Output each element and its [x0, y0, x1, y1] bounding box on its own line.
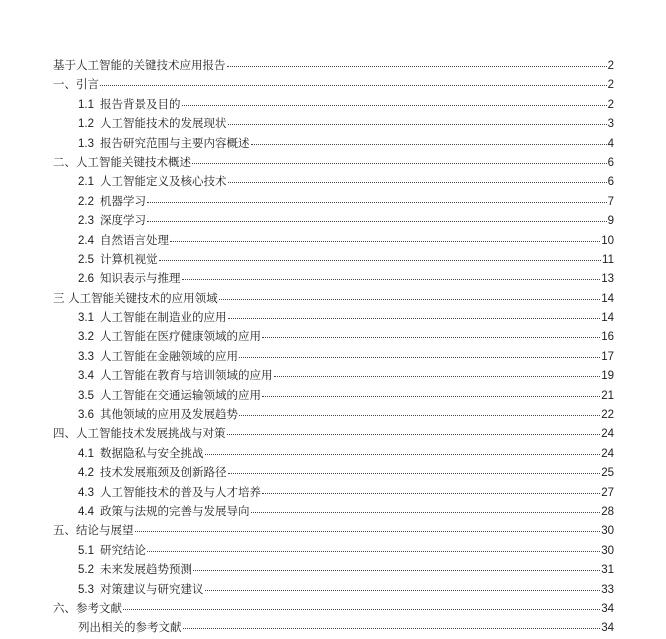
toc-entry-number: 2.3 — [78, 215, 94, 228]
dot-leader — [147, 193, 607, 205]
toc-entry-title: 人工智能在制造业的应用 — [100, 310, 227, 325]
toc-entry-page-number: 24 — [601, 428, 614, 441]
dot-leader — [262, 484, 600, 496]
toc-entry-title: 其他领域的应用及发展趋势 — [100, 407, 238, 422]
toc-entry-page-number: 6 — [607, 176, 614, 189]
toc-entry[interactable] — [53, 444, 614, 463]
dot-leader — [228, 464, 601, 476]
toc-entry[interactable] — [53, 463, 614, 482]
toc-entry-title: 报告背景及目的 — [100, 96, 181, 111]
toc-entry[interactable] — [53, 289, 614, 308]
toc-entry-title: 六、参考文献 — [53, 600, 122, 615]
toc-entry-page-number: 21 — [601, 389, 614, 402]
dot-leader — [239, 348, 600, 360]
dot-leader — [228, 115, 607, 127]
toc-entry[interactable] — [53, 599, 614, 618]
toc-entry-number: 3.6 — [78, 409, 94, 422]
dot-leader — [219, 290, 601, 302]
toc-entry-title: 人工智能在教育与培训领域的应用 — [100, 368, 273, 383]
toc-entry[interactable] — [53, 424, 614, 443]
toc-entry-title: 深度学习 — [100, 213, 146, 228]
toc-entry-number: 2.2 — [78, 195, 94, 208]
toc-entry[interactable] — [53, 134, 614, 153]
toc-entry-title: 计算机视觉 — [100, 251, 158, 266]
toc-entry-title: 技术发展瓶颈及创新路径 — [100, 465, 227, 480]
toc-entry[interactable] — [53, 269, 614, 288]
toc-entry-title: 自然语言处理 — [100, 232, 169, 247]
toc-entry[interactable] — [53, 95, 614, 114]
toc-entry-title: 报告研究范围与主要内容概述 — [100, 135, 250, 150]
toc-entry-page-number: 30 — [601, 544, 614, 557]
toc-entry-number: 2.6 — [78, 273, 94, 286]
toc-entry-page-number: 10 — [601, 234, 614, 247]
toc-entry-title: 人工智能定义及核心技术 — [100, 174, 227, 189]
toc-entry-number: 3.2 — [78, 331, 94, 344]
toc-entry-number: 5.1 — [78, 544, 94, 557]
dot-leader — [227, 57, 607, 69]
toc-entry-title: 二、人工智能关键技术概述 — [53, 154, 191, 169]
toc-entry-page-number: 2 — [607, 60, 614, 72]
toc-entry[interactable] — [53, 483, 614, 502]
toc-entry[interactable] — [53, 580, 614, 599]
toc-entry-title: 人工智能技术的普及与人才培养 — [100, 484, 261, 499]
toc-entry[interactable] — [53, 386, 614, 405]
toc-entry-page-number: 3 — [607, 118, 614, 131]
toc-entry[interactable] — [53, 114, 614, 133]
dot-leader — [228, 173, 607, 185]
toc-entry-number: 3.1 — [78, 312, 94, 325]
toc-entry[interactable] — [53, 366, 614, 385]
toc-entry-page-number: 19 — [601, 370, 614, 383]
toc-entry-page-number: 17 — [601, 350, 614, 363]
toc-entry-number: 1.3 — [78, 137, 94, 150]
toc-entry-page-number: 2 — [607, 98, 614, 111]
toc-entry-page-number: 7 — [607, 195, 614, 208]
toc-entry-title: 三 人工智能关键技术的应用领域 — [53, 290, 218, 305]
toc-entry[interactable] — [53, 231, 614, 250]
toc-entry-title: 数据隐私与安全挑战 — [100, 445, 204, 460]
toc-entry[interactable] — [53, 560, 614, 579]
toc-entry-title: 列出相关的参考文献 — [78, 620, 182, 635]
toc-entry[interactable] — [53, 618, 614, 637]
dot-leader — [159, 251, 602, 263]
toc-entry-page-number: 14 — [601, 312, 614, 325]
toc-entry-number: 2.1 — [78, 176, 94, 189]
toc-entry-title: 人工智能在交通运输领域的应用 — [100, 387, 261, 402]
toc-entry[interactable] — [53, 405, 614, 424]
toc-entry-number: 4.2 — [78, 467, 94, 480]
toc-entry-page-number: 11 — [602, 253, 614, 266]
dot-leader — [262, 328, 600, 340]
toc-entry-title: 一、引言 — [53, 77, 99, 92]
toc-entry-title: 知识表示与推理 — [100, 271, 181, 286]
toc-entry[interactable] — [53, 541, 614, 560]
toc-entry-title: 基于人工智能的关键技术应用报告 — [53, 58, 226, 72]
toc-entry-page-number: 6 — [607, 156, 614, 169]
dot-leader — [251, 503, 601, 515]
toc-entry-page-number: 4 — [607, 137, 614, 150]
toc-entry-page-number: 16 — [601, 331, 614, 344]
toc-entry[interactable] — [53, 308, 614, 327]
dot-leader — [262, 387, 600, 399]
toc-entry-page-number: 28 — [601, 505, 614, 518]
toc-entry-title: 人工智能技术的发展现状 — [100, 116, 227, 131]
toc-entry-number: 2.4 — [78, 234, 94, 247]
dot-leader — [100, 76, 607, 88]
dot-leader — [123, 600, 600, 612]
toc-entry-number: 1.1 — [78, 98, 94, 111]
toc-entry[interactable] — [53, 153, 614, 172]
toc-entry-title: 政策与法规的完善与发展导向 — [100, 503, 250, 518]
toc-entry-page-number: 34 — [601, 622, 614, 635]
toc-entry[interactable] — [53, 521, 614, 540]
table-of-contents — [53, 56, 614, 638]
toc-entry-page-number: 24 — [601, 447, 614, 460]
toc-entry-number: 5.3 — [78, 583, 94, 596]
dot-leader — [192, 154, 607, 166]
dot-leader — [227, 425, 601, 437]
toc-entry-number: 3.4 — [78, 370, 94, 383]
toc-entry-number: 3.5 — [78, 389, 94, 402]
toc-entry[interactable] — [53, 75, 614, 94]
toc-entry[interactable] — [53, 327, 614, 346]
toc-entry-number: 2.5 — [78, 253, 94, 266]
toc-entry-title: 机器学习 — [100, 193, 146, 208]
dot-leader — [228, 309, 601, 321]
dot-leader — [182, 270, 601, 282]
toc-entry-title: 研究结论 — [100, 542, 146, 557]
toc-entry-page-number: 25 — [601, 467, 614, 480]
dot-leader — [182, 96, 607, 108]
toc-entry-page-number: 13 — [601, 273, 614, 286]
toc-entry-title: 人工智能在医疗健康领域的应用 — [100, 329, 261, 344]
toc-entry-number: 5.2 — [78, 564, 94, 577]
toc-entry-page-number: 27 — [601, 486, 614, 499]
toc-entry-page-number: 9 — [607, 215, 614, 228]
toc-entry-number: 4.1 — [78, 447, 94, 460]
toc-entry-page-number: 30 — [601, 525, 614, 538]
toc-entry-number: 1.2 — [78, 118, 94, 131]
dot-leader — [274, 367, 601, 379]
toc-entry-number: 4.4 — [78, 505, 94, 518]
dot-leader — [135, 522, 601, 534]
toc-entry-number: 4.3 — [78, 486, 94, 499]
toc-entry[interactable] — [53, 56, 614, 75]
toc-entry-page-number: 31 — [601, 564, 614, 577]
dot-leader — [147, 542, 600, 554]
dot-leader — [239, 406, 600, 418]
toc-entry[interactable] — [53, 192, 614, 211]
dot-leader — [147, 212, 607, 224]
toc-entry-title: 五、结论与展望 — [53, 523, 134, 538]
toc-entry[interactable] — [53, 502, 614, 521]
dot-leader — [205, 581, 601, 593]
toc-entry-page-number: 34 — [601, 602, 614, 615]
toc-entry-title: 人工智能在金融领域的应用 — [100, 348, 238, 363]
dot-leader — [251, 135, 607, 147]
toc-entry-title: 四、人工智能技术发展挑战与对策 — [53, 426, 226, 441]
toc-entry-number: 3.3 — [78, 350, 94, 363]
toc-entry-page-number: 2 — [607, 79, 614, 92]
toc-entry[interactable] — [53, 347, 614, 366]
toc-entry-page-number: 14 — [601, 292, 614, 305]
toc-entry-page-number: 33 — [601, 583, 614, 596]
toc-entry-title: 对策建议与研究建议 — [100, 581, 204, 596]
dot-leader — [183, 619, 601, 631]
dot-leader — [170, 232, 600, 244]
toc-entry-title: 未来发展趋势预测 — [100, 562, 192, 577]
dot-leader — [205, 445, 601, 457]
toc-entry[interactable] — [53, 250, 614, 269]
toc-entry[interactable] — [53, 172, 614, 191]
toc-entry[interactable] — [53, 211, 614, 230]
toc-entry-page-number: 22 — [601, 409, 614, 422]
dot-leader — [193, 561, 600, 573]
